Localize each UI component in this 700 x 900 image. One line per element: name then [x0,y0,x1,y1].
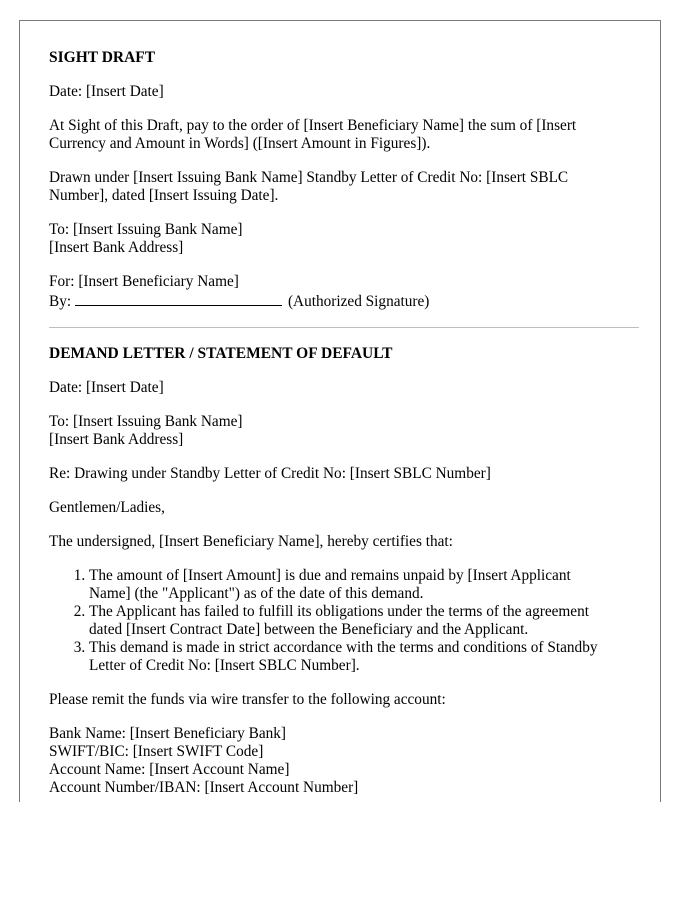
document-content [49,49,639,802]
drawn-line: Number], dated [Insert Issuing Date]. [49,187,279,204]
demand-letter-to-block [49,413,639,449]
list-item-line: 3. This demand is made in strict accordance with the terms and conditions of Standby [89,639,598,656]
remit-intro: Please remit the funds via wire transfer to the following account: [49,691,446,708]
sight-draft-date: Date: [Insert Date] [49,83,164,100]
certification-list [49,567,639,675]
sight-draft-drawn-paragraph [49,169,639,205]
pay-line: Currency and Amount in Words] ([Insert Amount in Figures]). [49,135,431,152]
account-name: Account Name: [Insert Account Name] [49,761,290,778]
section-divider [49,327,639,328]
list-item-line: dated [Insert Contract Date] between the Beneficiary and the Applicant. [89,621,529,638]
to-bank-name: To: [Insert Issuing Bank Name] [49,413,243,430]
drawn-line: Drawn under [Insert Issuing Bank Name] Standby Letter of Credit No: [Insert SBLC [49,169,569,186]
to-bank-address: [Insert Bank Address] [49,239,184,256]
document-page [19,20,661,802]
demand-letter-date: Date: [Insert Date] [49,379,164,396]
signature-line [75,291,282,306]
bank-details [49,725,639,797]
certify-intro: The undersigned, [Insert Beneficiary Name], hereby certifies that: [49,533,453,550]
re-line: Re: Drawing under Standby Letter of Credit No: [Insert SBLC Number] [49,465,491,482]
list-item [89,639,639,675]
account-number: Account Number/IBAN: [Insert Account Number] [49,779,359,796]
signature-caption: (Authorized Signature) [287,293,430,310]
sight-draft-pay-paragraph [49,117,639,153]
sight-draft-title: SIGHT DRAFT [49,49,156,66]
list-item-line: 1. The amount of [Insert Amount] is due and remains unpaid by [Insert Applicant [89,567,571,584]
sight-draft-section [49,49,639,311]
list-item-line: Name] (the "Applicant") as of the date of this demand. [89,585,424,602]
list-item [89,603,639,639]
salutation: Gentlemen/Ladies, [49,499,165,516]
list-item [89,567,639,603]
sight-draft-to-block [49,221,639,257]
for-beneficiary: For: [Insert Beneficiary Name] [49,273,239,290]
list-item-line: 2. The Applicant has failed to fulfill its obligations under the terms of the agreement [89,603,589,620]
demand-letter-title: DEMAND LETTER / STATEMENT OF DEFAULT [49,345,393,362]
signature-row [49,291,639,311]
list-item-line: Letter of Credit No: [Insert SBLC Number]. [89,657,360,674]
swift-code: SWIFT/BIC: [Insert SWIFT Code] [49,743,264,760]
to-bank-address: [Insert Bank Address] [49,431,184,448]
bank-name: Bank Name: [Insert Beneficiary Bank] [49,725,287,742]
demand-letter-section [49,345,639,797]
pay-line: At Sight of this Draft, pay to the order of [Insert Beneficiary Name] the sum of [Insert [49,117,577,134]
by-label: By: [49,293,72,310]
sight-draft-signature-block [49,273,639,311]
to-bank-name: To: [Insert Issuing Bank Name] [49,221,243,238]
